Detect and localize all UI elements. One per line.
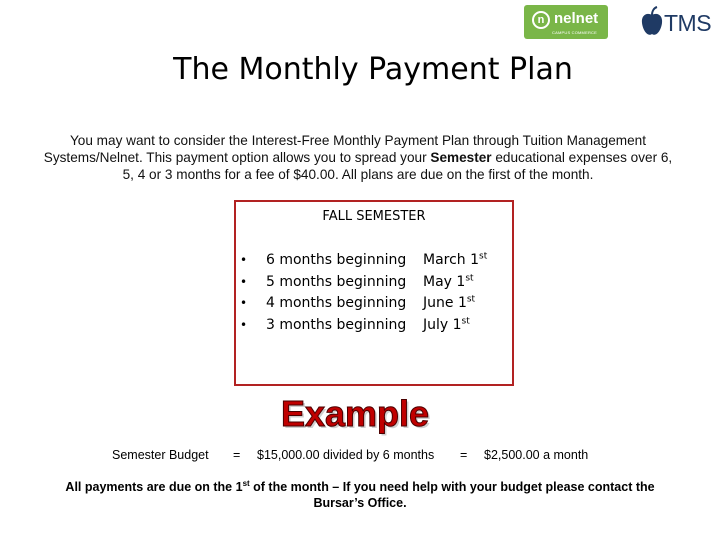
plan-description: 6 months beginning: [266, 252, 407, 268]
equals-sign: =: [233, 448, 241, 462]
budget-calculation: $15,000.00 divided by 6 months: [257, 448, 435, 462]
nelnet-logo: [524, 5, 608, 39]
plan-description: 5 months beginning: [266, 273, 407, 290]
bullet: •: [240, 317, 248, 332]
intro-text-before: You may want to consider the Interest-Free Monthly Payment Plan through Tuition Management Systems/Nelnet. This payment option allows you to spread your: [43, 133, 647, 165]
plan-start-month: March 1: [423, 252, 480, 268]
example-heading: Example: [280, 393, 430, 434]
list-item: [240, 272, 487, 294]
nelnet-n-icon: n: [532, 11, 550, 29]
equals-sign: =: [460, 448, 468, 462]
fall-semester-title: FALL SEMESTER: [322, 209, 426, 224]
ordinal-suffix: st: [242, 478, 250, 488]
plan-description: 3 months beginning: [266, 316, 407, 333]
bullet: •: [240, 296, 248, 310]
fall-plan-list: [240, 250, 487, 336]
footer-text-after: of the month – If you need help with your budget please contact the Bursar’s Office.: [249, 480, 655, 510]
budget-label: Semester Budget: [112, 448, 209, 462]
plan-description: 4 months beginning: [266, 295, 407, 311]
page-title: The Monthly Payment Plan: [173, 52, 573, 87]
bullet: •: [240, 274, 248, 289]
intro-text-after: educational expenses over 6, 5, 4 or 3 months for a fee of $40.00. All plans are due on the first of the month.: [122, 150, 673, 182]
tms-logo-text: TMS: [664, 10, 712, 36]
ordinal-suffix: st: [461, 315, 470, 326]
list-item: [240, 250, 487, 272]
footer-text-before: All payments are due on the 1: [65, 480, 243, 494]
ordinal-suffix: st: [479, 251, 488, 262]
plan-start-month: June 1: [423, 295, 467, 311]
intro-text-bold: Semester: [430, 150, 492, 165]
nelnet-logo-text: nelnet: [554, 10, 599, 27]
ordinal-suffix: st: [465, 272, 474, 283]
plan-start-month: July 1: [423, 316, 462, 333]
ordinal-suffix: st: [466, 294, 476, 305]
footer-note: [40, 479, 680, 511]
apple-icon: [640, 6, 664, 38]
list-item: [240, 315, 487, 337]
intro-paragraph: [40, 132, 676, 183]
budget-result: $2,500.00 a month: [484, 448, 589, 462]
plan-start-month: May 1: [423, 273, 466, 290]
bullet: •: [240, 253, 248, 267]
fall-semester-box: [234, 200, 514, 386]
nelnet-logo-tagline: CAMPUS COMMERCE: [552, 30, 598, 35]
list-item: [240, 293, 487, 315]
budget-example-row: [0, 448, 720, 466]
tms-logo: [640, 4, 712, 40]
